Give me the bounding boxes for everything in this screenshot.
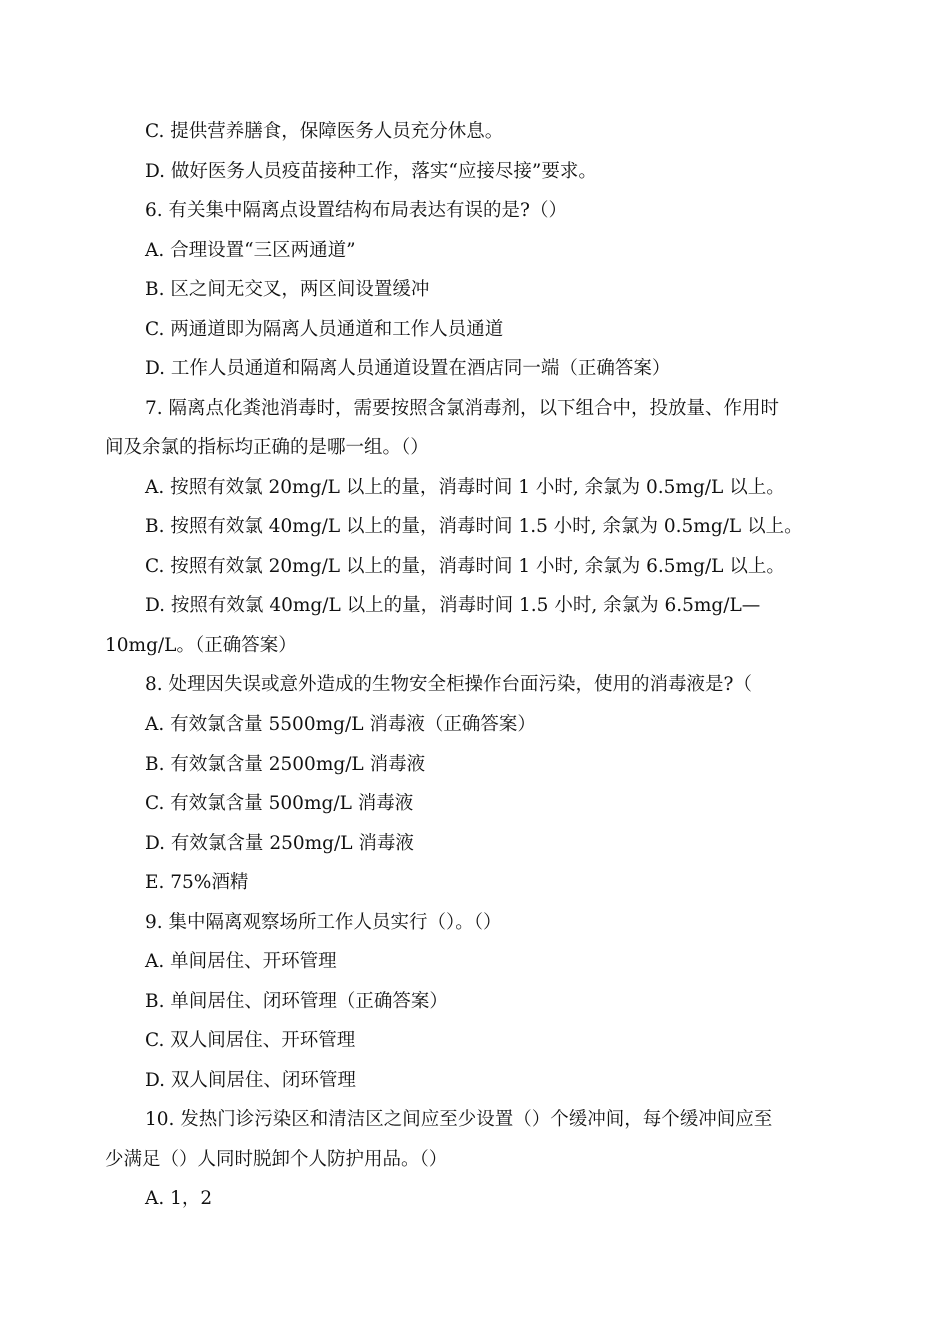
option-5c: C. 提供营养膳食，保障医务人员充分休息。 [145,121,504,142]
option-6d: D. 工作人员通道和隔离人员通道设置在酒店同一端（正确答案） [145,358,671,379]
question-10-cont: 少满足（）人同时脱卸个人防护用品。（） [105,1149,448,1170]
option-9c: C. 双人间居住、开环管理 [145,1030,356,1051]
option-8b: B. 有效氯含量 2500mg/L 消毒液 [145,754,426,775]
option-8e: E. 75%酒精 [145,872,249,893]
question-8: 8. 处理因失误或意外造成的生物安全柜操作台面污染，使用的消毒液是?（ [145,674,752,695]
option-9a: A. 单间居住、开环管理 [145,951,337,972]
question-9: 9. 集中隔离观察场所工作人员实行（）。（） [145,912,502,933]
question-10: 10. 发热门诊污染区和清洁区之间应至少设置（）个缓冲间，每个缓冲间应至 [145,1109,773,1130]
option-7a: A. 按照有效氯 20mg/L 以上的量，消毒时间 1 小时, 余氯为 0.5mg/L 以上。 [145,477,785,498]
option-7c: C. 按照有效氯 20mg/L 以上的量，消毒时间 1 小时, 余氯为 6.5mg/L 以上。 [145,556,785,577]
option-9d: D. 双人间居住、闭环管理 [145,1070,356,1091]
option-6c: C. 两通道即为隔离人员通道和工作人员通道 [145,319,504,340]
option-8d: D. 有效氯含量 250mg/L 消毒液 [145,833,414,854]
option-6a: A. 合理设置“三区两通道” [145,240,356,261]
option-7b: B. 按照有效氯 40mg/L 以上的量，消毒时间 1.5 小时, 余氯为 0.5mg/L 以上。 [145,516,803,537]
question-6: 6. 有关集中隔离点设置结构布局表达有误的是?（） [145,200,567,221]
option-6b: B. 区之间无交叉，两区间设置缓冲 [145,279,430,300]
question-7: 7. 隔离点化粪池消毒时，需要按照含氯消毒剂，以下组合中，投放量、作用时 [145,398,780,419]
option-7d-cont: 10mg/L。（正确答案） [105,635,297,656]
option-7d: D. 按照有效氯 40mg/L 以上的量，消毒时间 1.5 小时, 余氯为 6.5mg/L— [145,595,761,616]
option-8c: C. 有效氯含量 500mg/L 消毒液 [145,793,414,814]
option-10a: A. 1，2 [145,1188,213,1209]
question-7-cont: 间及余氯的指标均正确的是哪一组。（） [105,437,429,458]
option-5d: D. 做好医务人员疫苗接种工作，落实“应接尽接”要求。 [145,161,597,182]
option-8a: A. 有效氯含量 5500mg/L 消毒液（正确答案） [145,714,536,735]
option-9b: B. 单间居住、闭环管理（正确答案） [145,991,448,1012]
